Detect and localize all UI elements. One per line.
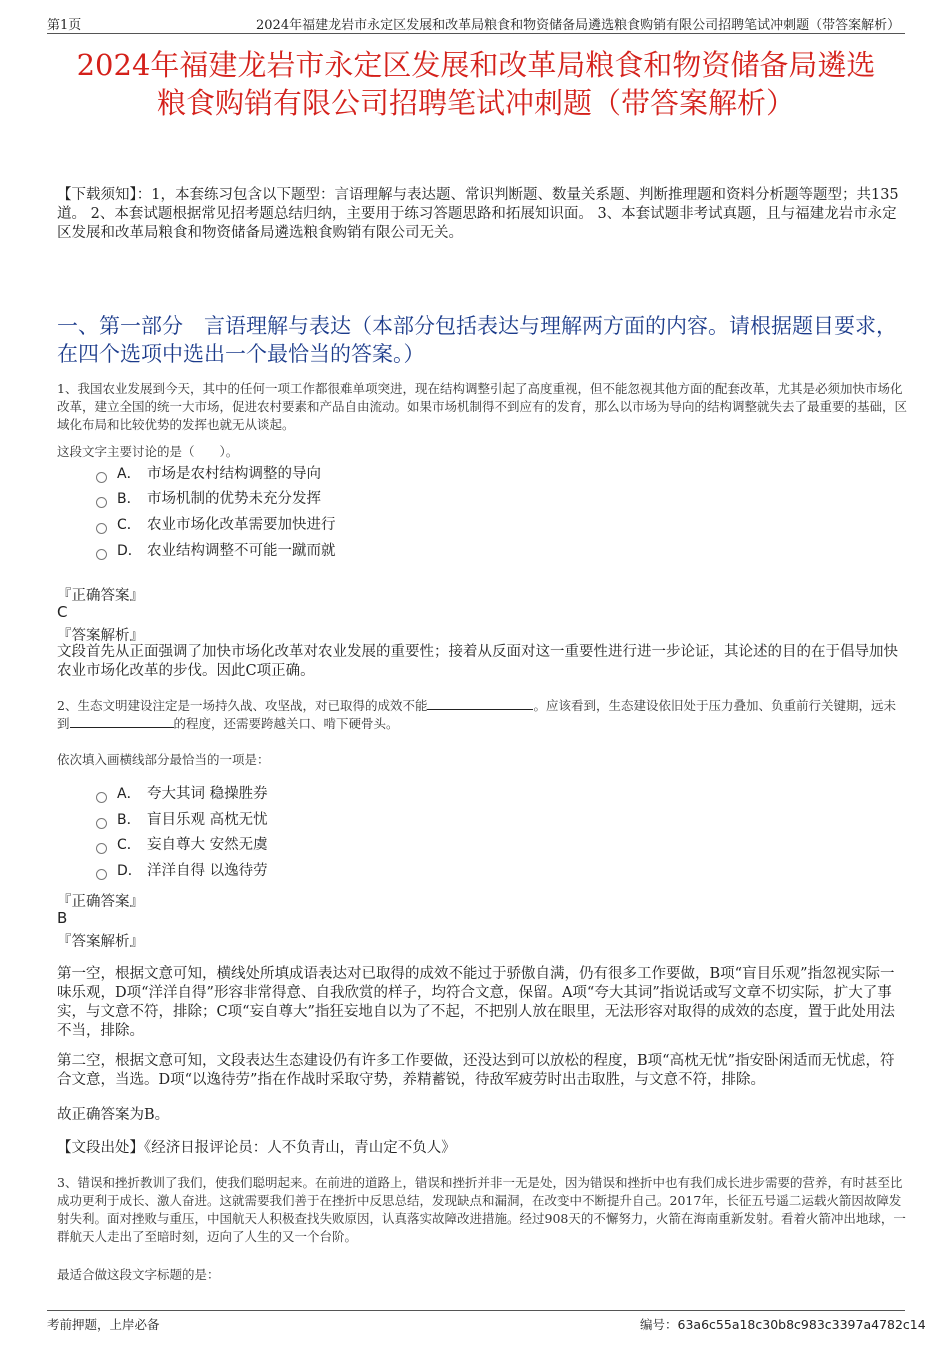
radio-icon[interactable] (96, 523, 107, 534)
option-text: 市场机制的优势未充分发挥 (147, 491, 321, 507)
question-1-option-b[interactable]: B． 市场机制的优势未充分发挥 (96, 489, 321, 509)
question-2-analysis-para-1: 第一空，根据文意可知，横线处所填成语表达对已取得的成效不能过于骄傲自满，仍有很多工作要做，B项“盲目乐观”指忽视实际一味乐观，D项“洋洋自得”形容非常得意、自我欣赏的样子，均符合文意，保留。A项“夸大其词”指说话或写文章不切实际，扩大了事实，与文意不符，排除；C项“妄自尊大”指狂妄地自以为了不起，不把别人放在眼里，无法形容对取得的成效的态度，置于此处用法不当，排除。 (57, 966, 895, 1039)
question-2-analysis-label: 『答案解析』 (57, 934, 144, 950)
question-1-answer-label: 『正确答案』 (57, 588, 144, 604)
fill-blank-2 (70, 715, 174, 728)
radio-icon[interactable] (96, 843, 107, 854)
radio-icon[interactable] (96, 472, 107, 483)
question-2-analysis-para-2: 第二空，根据文意可知，文段表达生态建设仍有许多工作要做，还没达到可以放松的程度，B项“高枕无忧”指安卧闲适而无忧虑，符合文意，当选。D项“以逸待劳”指在作战时采取守势，养精蓄锐，待敌军疲劳时出击取胜，与文意不符，排除。 (57, 1053, 895, 1088)
option-text: 洋洋自得 以逸待劳 (147, 863, 268, 879)
question-2-answer-label: 『正确答案』 (57, 894, 144, 910)
question-1-stem: 1、我国农业发展到今天，其中的任何一项工作都很难单项突进，现在结构调整引起了高度重视，但不能忽视其他方面的配套改革，尤其是必须加快市场化改革，建立全国的统一大市场，促进农村要素和产品自由流动。如果市场机制得不到应有的发育，那么以市场为导向的结构调整就失去了最重要的基础，区域化布局和比较优势的发挥也就无从谈起。 (57, 381, 908, 432)
question-1-option-c[interactable]: C． 农业市场化改革需要加快进行 (96, 515, 336, 535)
option-text: 夸大其词 稳操胜券 (147, 786, 268, 802)
question-2-option-d[interactable]: D． 洋洋自得 以逸待劳 (96, 861, 268, 881)
question-2-option-a[interactable]: A． 夸大其词 稳操胜券 (96, 784, 268, 804)
document-title (40, 46, 912, 122)
document-title-line-1: 2024年福建龙岩市永定区发展和改革局粮食和物资储备局遴选 (76, 48, 876, 82)
question-1-ask: 这段文字主要讨论的是（ ）。 (57, 444, 239, 459)
question-1-option-d[interactable]: D． 农业结构调整不可能一蹴而就 (96, 541, 336, 561)
download-notice: 【下载须知】：1，本套练习包含以下题型：言语理解与表达题、常识判断题、数量关系题、判断推理题和资料分析题等题型；共135道。 2、本套试题根据常见招考题总结归纳，主要用于练习答题思路和拓展知识面。 3、本套试题非考试真题，且与福建龙岩市永定区发展和改革局粮食和物资储备局遴选粮食购销有限公司无关。 (57, 187, 899, 241)
option-text: 市场是农村结构调整的导向 (147, 466, 321, 482)
radio-icon[interactable] (96, 549, 107, 560)
footer-code (640, 1315, 926, 1333)
radio-icon[interactable] (96, 497, 107, 508)
running-header-title: 2024年福建龙岩市永定区发展和改革局粮食和物资储备局遴选粮食购销有限公司招聘笔试冲刺题（带答案解析） (256, 18, 901, 33)
question-2-option-b[interactable]: B． 盲目乐观 高枕无忧 (96, 810, 268, 830)
option-text: 妄自尊大 安然无虞 (147, 837, 268, 853)
question-1-option-a[interactable]: A． 市场是农村结构调整的导向 (96, 464, 321, 484)
question-2-option-c[interactable]: C． 妄自尊大 安然无虞 (96, 835, 268, 855)
option-text: 农业结构调整不可能一蹴而就 (147, 543, 336, 559)
document-title-line-2: 粮食购销有限公司招聘笔试冲刺题（带答案解析） (156, 86, 795, 120)
question-2-stem: 2、生态文明建设注定是一场持久战、攻坚战，对已取得的成效不能 。应该看到，生态建设依旧处于压力叠加、负重前行关键期，远未到 的程度，还需要跨越关口、啃下硬骨头。 (57, 698, 896, 731)
footer-divider (47, 1310, 905, 1311)
question-2-conclusion: 故正确答案为B。 (57, 1107, 170, 1123)
question-1-answer: C (57, 603, 68, 621)
radio-icon[interactable] (96, 792, 107, 803)
question-1-analysis-label: 『答案解析』 (57, 628, 144, 644)
option-text: 盲目乐观 高枕无忧 (147, 812, 268, 828)
page-number: 第1页 (47, 18, 82, 33)
question-2-ask: 依次填入画横线部分最恰当的一项是： (57, 752, 270, 767)
footer-code-value: 63a6c55a18c30b8c983c3397a4782c14 (677, 1317, 926, 1332)
radio-icon[interactable] (96, 818, 107, 829)
section-heading: 一、第一部分 言语理解与表达（本部分包括表达与理解两方面的内容。请根据题目要求，在四个选项中选出一个最恰当的答案。） (57, 314, 897, 366)
header-divider (47, 33, 905, 34)
question-2-answer: B (57, 909, 68, 927)
question-3-ask: 最适合做这段文字标题的是： (57, 1267, 220, 1282)
question-2-source: 【文段出处】《经济日报评论员：人不负青山，青山定不负人》 (57, 1140, 456, 1156)
option-text: 农业市场化改革需要加快进行 (147, 517, 336, 533)
question-1-analysis: 文段首先从正面强调了加快市场化改革对农业发展的重要性；接着从反面对这一重要性进行进一步论证，其论述的目的在于倡导加快农业市场化改革的步伐。因此C项正确。 (57, 644, 898, 679)
radio-icon[interactable] (96, 869, 107, 880)
question-3-stem: 3、错误和挫折教训了我们，使我们聪明起来。在前进的道路上，错误和挫折并非一无是处，因为错误和挫折中也有我们成长进步需要的营养，有时甚至比成功更利于成长、激人奋进。这就需要我们善于在挫折中反思总结，发现缺点和漏洞，在改变中不断提升自己。2017年，长征五号遥二运载火箭因故障发射失利。面对挫败与重压，中国航天人积极查找失败原因，认真落实故障改进措施。经过908天的不懈努力，火箭在海南重新发射。看着火箭冲出地球，一群航天人走出了至暗时刻，迈向了人生的又一个台阶。 (57, 1175, 906, 1244)
footer-code-label: 编号： (640, 1317, 678, 1332)
footer-slogan: 考前押题，上岸必备 (47, 1317, 160, 1332)
fill-blank-1 (427, 697, 533, 710)
